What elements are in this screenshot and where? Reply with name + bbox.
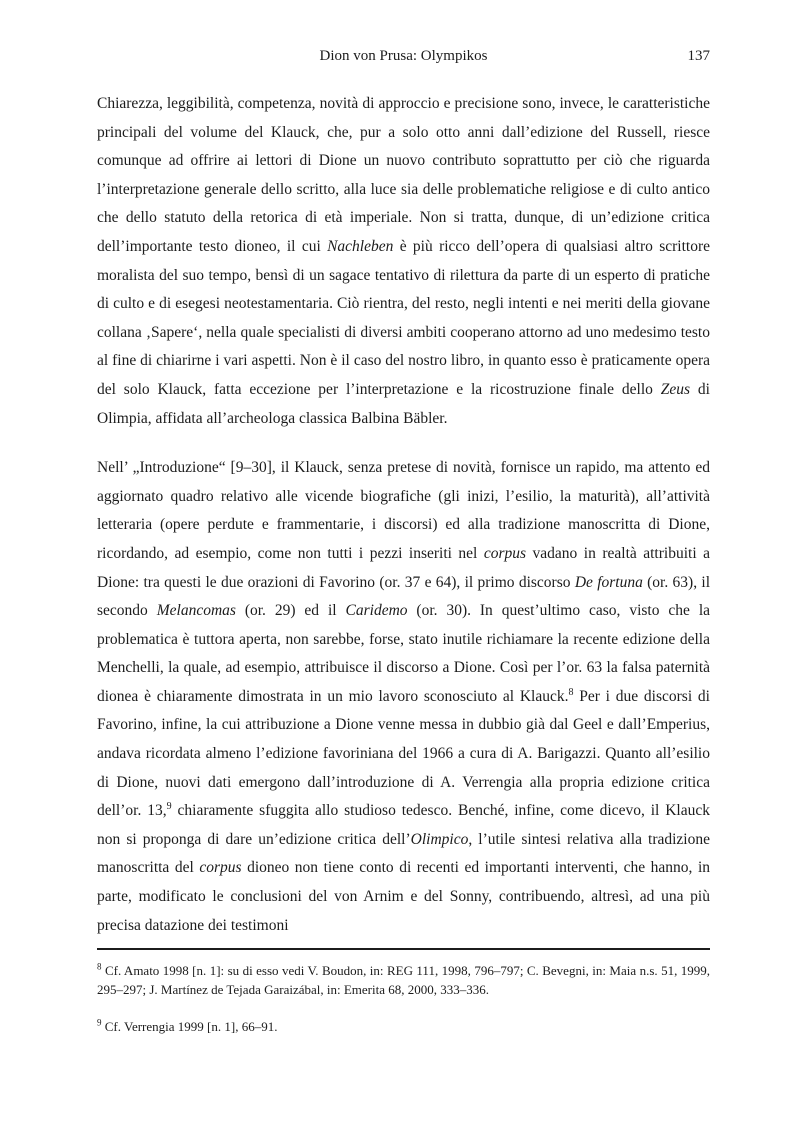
footnote-8 [97,961,710,999]
running-title: Dion von Prusa: Olympikos [319,48,488,64]
running-header [97,47,710,65]
page-number: 137 [687,48,710,64]
footnote-9 [97,1017,710,1036]
footnote-8-text: Cf. Amato 1998 [n. 1]: su di esso vedi V. Boudon, in: REG 111, 1998, 796–797; C. Bevegni, in: Maia n.s. 51, 1999, 295–297; J. Martínez de Tejada Garaizábal, in: Emerita 68, 2000, 333–336. [97,963,711,997]
footnote-separator-rule [97,948,710,950]
paragraph-1: Chiarezza, leggibilità, competenza, novità di approccio e precisione sono, invece, le caratteristiche principali del volume del Klauck, che, pur a solo otto anni dall’edizione del Russell, riesce comunque ad offrire ai lettori di Dione un nuovo contributo soprattutto per ciò che riguarda l’interpretazione generale dello scritto, alla luce sia delle problematiche religiose e di culto antico che dello statuto della retorica di età imperiale. Non si tratta, dunque, di un’edizione critica dell’importante testo dioneo, il cui Nachleben è più ricco dell’opera di qualsiasi altro scrittore moralista del suo tempo, bensì di un sagace tentativo di rilettura da parte di un esperto di pratiche di culto e di esegesi neotestamentaria. Ciò rientra, del resto, negli intenti e nei meriti della giovane collana ‚Sapere‘, nella quale specialisti di diversi ambiti cooperano attorno ad uno medesimo testo al fine di chiarirne i vari aspetti. Non è il caso del nostro libro, in quanto esso è praticamente opera del solo Klauck, fatta eccezione per l’interpretazione e la ricostruzione finale dello Zeus di Olimpia, affidata all’archeologa classica Balbina Bäbler. [97,95,711,427]
page-body [97,90,710,961]
footnote-9-marker: 9 [97,1017,102,1028]
footnote-8-marker: 8 [97,961,102,972]
footnotes-section [97,948,710,1036]
paragraph-2: Nell’ „Introduzione“ [9–30], il Klauck, senza pretese di novità, fornisce un rapido, ma attento ed aggiornato quadro relativo alle vicende biografiche (gli inizi, l’esilio, la maturità), all’attività letteraria (opere perdute e frammentarie, i discorsi) ed alla tradizione manoscritta di Dione, ricordando, ad esempio, come non tutti i pezzi inseriti nel corpus vadano in realtà attribuiti a Dione: tra questi le due orazioni di Favorino (or. 37 e 64), il primo discorso De fortuna (or. 63), il secondo Melancomas (or. 29) ed il Caridemo (or. 30). In quest’ultimo caso, visto che la problematica è tuttora aperta, non sarebbe, forse, stato inutile richiamare la recente edizione della Menchelli, la quale, ad esempio, attribuisce il discorso a Dione. Così per l’or. 63 la falsa paternità dionea è chiaramente dimostrata in un mio lavoro sconosciuto al Klauck.$^8$ Per i due discorsi di Favorino, infine, la cui attribuzione a Dione venne messa in dubbio già dal Geel e dall’Emperius, andava ricordata almeno l’edizione favoriniana del 1966 a cura di A. Barigazzi. Quanto all’esilio di Dione, nuovi dati emergono dall’introduzione di A. Verrengia alla propria edizione critica dell’or. 13,$^9$ chiaramente sfuggita allo studioso tedesco. Benché, infine, come dicevo, il Klauck non si proponga di dare un’edizione critica dell’Olimpico, l’utile sintesi relativa alla tradizione manoscritta del corpus dioneo non tiene conto di recenti ed importanti interventi, che hanno, in parte, modificato le conclusioni del von Arnim e del Sonny, contribuendo, altresì, ad una più precisa datazione dei testimoni [97,459,711,934]
footnote-9-text: Cf. Verrengia 1999 [n. 1], 66–91. [104,1019,278,1034]
